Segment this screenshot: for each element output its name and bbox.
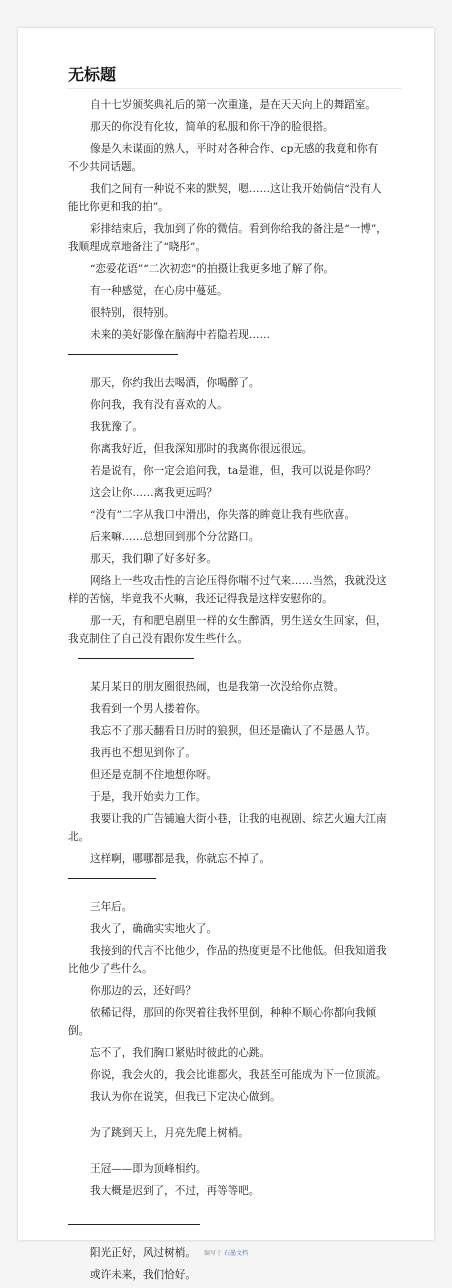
- document-title: 无标题: [68, 65, 117, 84]
- paragraph: 那一天，有和肥皂剧里一样的女生醉酒，男生送女生回家，但，我克制住了自己没有跟你发生些什么。: [68, 615, 387, 645]
- paragraph: 忘不了，我们胸口紧贴时彼此的心跳。: [90, 1047, 271, 1059]
- paragraph: “没有”二字从我口中滑出，你失落的眸竟让我有些欣喜。: [90, 509, 356, 521]
- footer-prefix: 编写于: [204, 1250, 223, 1257]
- blank-line: [68, 1146, 388, 1160]
- paragraph: “恋爱花语”“二次初恋”的拍摄让我更多地了解了你。: [90, 263, 335, 275]
- paragraph: 这样啊，哪哪都是我，你就忘不掉了。: [90, 853, 271, 865]
- paragraph: 我认为你在说笑，但我已下定决心做到。: [90, 1091, 281, 1103]
- paragraph: 我们之间有一种说不来的默契，嗯……这让我开始倘信“没有人能比你更和我的拍”。: [68, 183, 382, 213]
- title-divider: [68, 88, 402, 89]
- footer-brand-link[interactable]: 石墨文档: [223, 1250, 248, 1257]
- paragraph: 但还是克制不住地想你呀。: [90, 769, 218, 781]
- paragraph: 某月某日的朋友圈很热闹，也是我第一次没给你点赞。: [90, 681, 345, 693]
- paragraph: 我火了，确确实实地火了。: [90, 923, 218, 935]
- paragraph: 那天，我们聊了好多好多。: [90, 553, 218, 565]
- section-divider: [68, 1218, 388, 1232]
- paragraph: 网络上一些攻击性的言论压得你喘不过气来……当然，我就没这样的苦恼，毕竟我不火嘛，我还记得我是这样安慰你的。: [68, 575, 387, 605]
- paragraph: 你那边的云，还好吗？: [90, 985, 196, 997]
- paragraph: 阳光正好，风过树梢。: [90, 1247, 196, 1259]
- paragraph: 我忘不了那天翻看日历时的狼狈，但还是确认了不是愚人节。: [90, 725, 377, 737]
- paragraph: 你问我，我有没有喜欢的人。: [90, 399, 228, 411]
- paragraph: 这会让你……离我更远吗？: [90, 487, 218, 499]
- paragraph: 我大概是迟到了，不过，再等等吧。: [90, 1185, 260, 1197]
- paragraph: 很特别，很特别。: [90, 307, 175, 319]
- paragraph: 那天，你约我出去喝酒，你喝醉了。: [90, 377, 260, 389]
- paragraph: 自十七岁颁奖典礼后的第一次重逢，是在天天向上的舞蹈室。: [90, 99, 377, 111]
- paragraph: 有一种感觉，在心房中蔓延。: [90, 285, 228, 297]
- paragraph: 若是说有，你一定会追问我，ta是谁，但，我可以说是你吗？: [90, 465, 377, 477]
- paragraph: 为了跳到天上，月亮先爬上树梢。: [90, 1127, 249, 1139]
- paragraph: 三年后。: [90, 901, 133, 913]
- paragraph: 后来嘛……总想回到那个分岔路口。: [90, 531, 260, 543]
- paragraph: 那天的你没有化妆，简单的私服和你干净的脸很搭。: [90, 121, 334, 133]
- section-divider: [68, 872, 388, 886]
- paragraph: 我接到的代言不比他少，作品的热度更是不比他低。但我知道我比他少了些什么。: [68, 945, 387, 975]
- document-body: [68, 96, 388, 1288]
- blank-line: [68, 1204, 388, 1218]
- section-divider: [68, 348, 388, 362]
- paragraph: 像是久未谋面的熟人，平时对各种合作、cp无感的我竟和你有不少共同话题。: [68, 143, 379, 173]
- paragraph: 我再也不想见到你了。: [90, 747, 196, 759]
- section-divider: [68, 652, 388, 666]
- paragraph: 未来的美好影像在脑海中若隐若现……: [90, 329, 271, 341]
- paragraph: 我犹豫了。: [90, 421, 143, 433]
- paragraph: 我要让我的广告铺遍大街小巷，让我的电视剧、综艺火遍大江南北。: [68, 813, 387, 843]
- blank-line: [68, 1110, 388, 1124]
- paragraph: 我看到一个男人搂着你。: [90, 703, 207, 715]
- paragraph: 彩排结束后，我加到了你的微信。看到你给我的备注是“一博”，我顺理成章地备注了“晓彤”。: [68, 223, 387, 253]
- footer: [0, 1250, 452, 1258]
- paragraph: 王冠——即为顶峰相约。: [90, 1163, 207, 1175]
- paragraph: 你说，我会火的，我会比谁都火，我甚至可能成为下一位顶流。: [90, 1069, 387, 1081]
- paragraph: 你离我好近，但我深知那时的我离你很远很远。: [90, 443, 313, 455]
- paragraph: 依稀记得，那回的你哭着往我怀里倒，种种不顺心你都向我倾倒。: [68, 1007, 377, 1037]
- paragraph: 于是，我开始卖力工作。: [90, 791, 207, 803]
- paragraph: 或许未来，我们恰好。: [90, 1269, 196, 1281]
